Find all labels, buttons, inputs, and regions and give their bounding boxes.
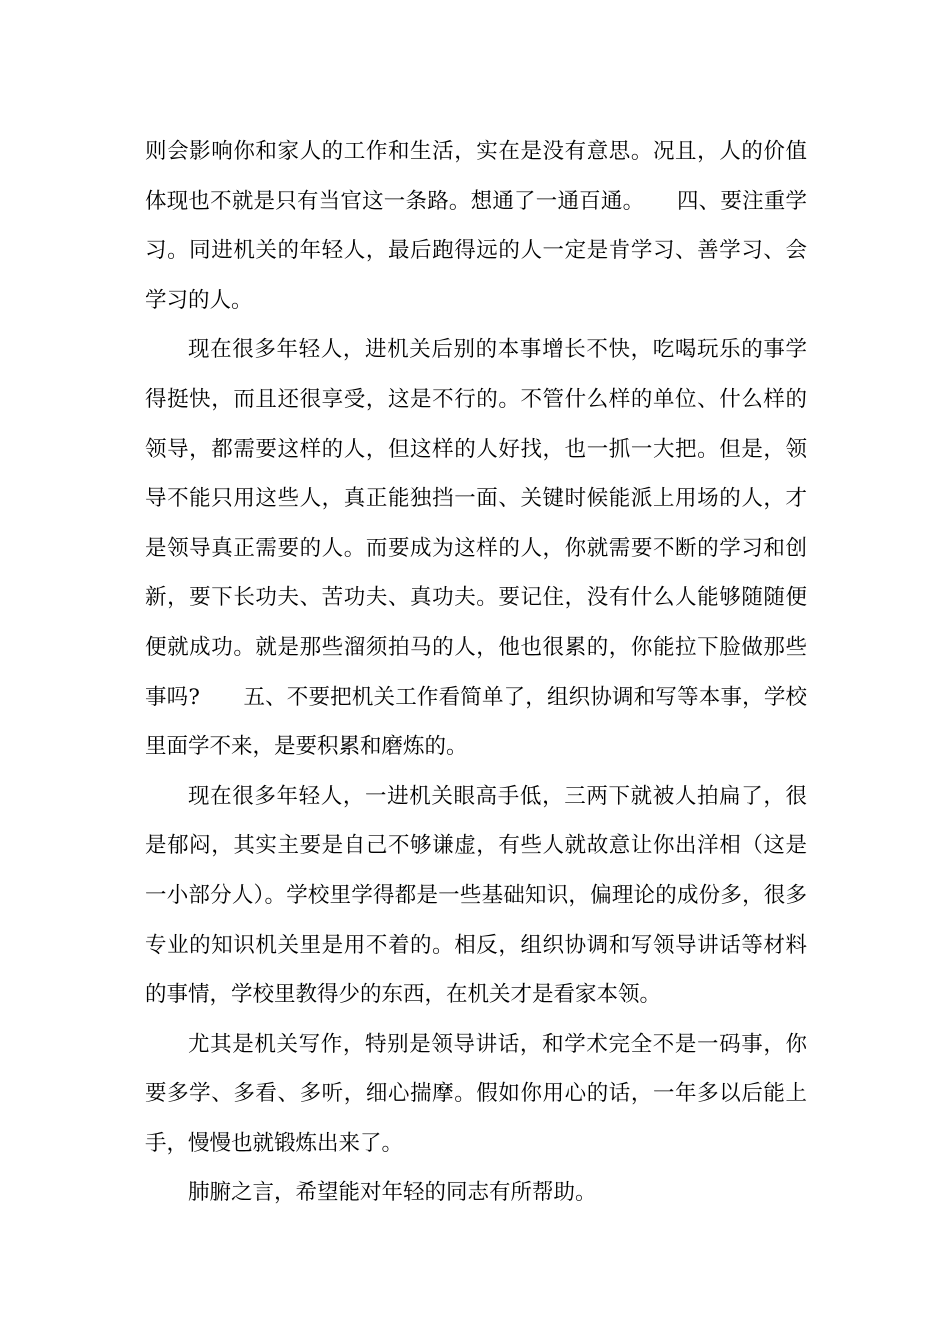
paragraph-school-vs-office: 现在很多年轻人，一进机关眼高手低，三两下就被人拍扁了，很是郁闷，其实主要是自己不够谦虚，有些人就故意让你出洋相（这是一小部分人）。学校里学得都是一些基础知识，偏理论的成份多，很多专业的知识机关里是用不着的。相反，组织协调和写领导讲话等材料的事情，学校里教得少的东西，在机关才是看家本领。 <box>145 783 807 1008</box>
paragraph-closing: 肺腑之言，希望能对年轻的同志有所帮助。 <box>188 1180 597 1206</box>
document-page <box>145 127 807 1218</box>
paragraph-office-writing: 尤其是机关写作，特别是领导讲话，和学术完全不是一码事，你要多学、多看、多听，细心揣摩。假如你用心的话，一年多以后能上手，慢慢也就锻炼出来了。 <box>145 1031 807 1156</box>
paragraph-continuation: 则会影响你和家人的工作和生活，实在是没有意思。况且，人的价值体现也不就是只有当官这一条路。想通了一通百通。 四、要注重学习。同进机关的年轻人，最后跑得远的人一定是肯学习、善学习、会学习的人。 <box>145 139 807 313</box>
paragraph-young-people-skills: 现在很多年轻人，进机关后别的本事增长不快，吃喝玩乐的事学得挺快，而且还很享受，这是不行的。不管什么样的单位、什么样的领导，都需要这样的人，但这样的人好找，也一抓一大把。但是，领导不能只用这些人，真正能独挡一面、关键时候能派上用场的人，才是领导真正需要的人。而要成为这样的人，你就需要不断的学习和创新，要下长功夫、苦功夫、真功夫。要记住，没有什么人能够随随便便就成功。就是那些溜须拍马的人，他也很累的，你能拉下脸做那些事吗? 五、不要把机关工作看简单了，组织协调和写等本事，学校里面学不来，是要积累和磨炼的。 <box>145 337 807 760</box>
